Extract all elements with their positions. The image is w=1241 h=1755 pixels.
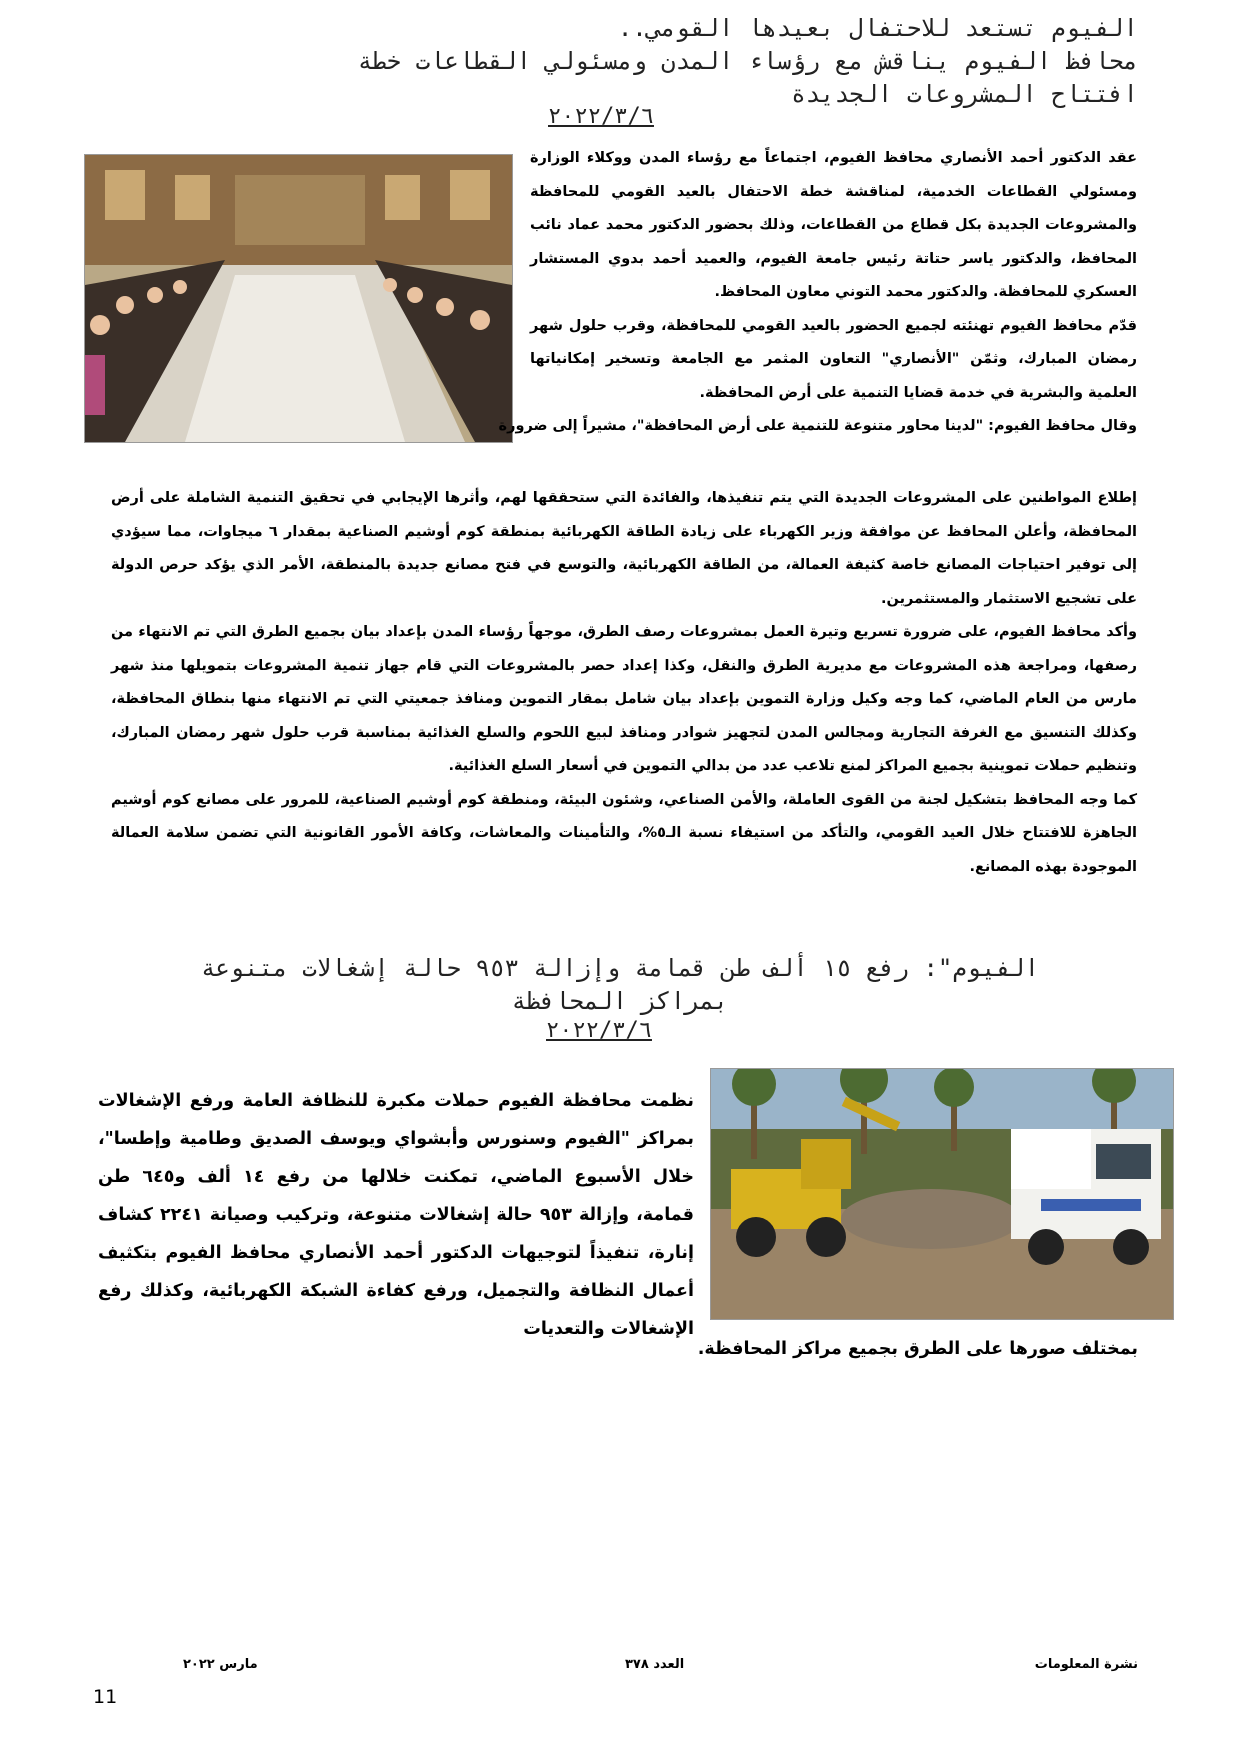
footer-publication: نشرة المعلومات: [1034, 1657, 1138, 1672]
cleanup-photo-illustration: [711, 1069, 1173, 1319]
article2-text-continued: [238, 1330, 1138, 1368]
article1-paragraph: وأكد محافظ الفيوم، على ضرورة تسريع وتيرة العمل بمشروعات رصف الطرق، موجهاً رؤساء المدن بإعداد بيان بجميع الطرق التي تم الانتهاء من رصفها، ومراجعة هذه المشروعات مع مديرية الطرق والنقل، وكذا إعداد حصر بالمشروعات التي قام جهاز تنمية المشروعات بتمويلها منذ شهر مارس من العام الماضي، كما وجه وكيل وزارة التموين بإعداد بيان شامل بمقار التموين ومنافذ جمعيتي التي تم الانتهاء منها بنطاق المحافظة، وكذلك التنسيق مع الغرفة التجارية ومجالس المدن لتجهيز شوادر ومنافذ لبيع اللحوم والسلع الغذائية بمناسبة قرب حلول شهر رمضان المبارك، وتنظيم حملات تموينية بجميع المراكز لمنع تلاعب عدد من بدالي التموين في أسعار السلع الغذائية.: [111, 624, 1137, 774]
cleanup-photo: [710, 1068, 1174, 1320]
article2-paragraph-continued: بمختلف صورها على الطرق بجميع مراكز المحافظة.: [697, 1339, 1138, 1359]
article1-text-full: [111, 482, 1137, 884]
meeting-photo-illustration: [85, 155, 512, 442]
article1-paragraph: إطلاع المواطنين على المشروعات الجديدة التي يتم تنفيذها، والفائدة التي ستحققها لهم، وأثرها الإيجابي في تحقيق التنمية الشاملة على أرض المحافظة، وأعلن المحافظ عن موافقة وزير الكهرباء على زيادة الطاقة الكهربائية بمنطقة كوم أوشيم الصناعية بمقدار ٦ ميجاوات، مما سيؤدي إلى توفير احتياجات المصانع خاصة كثيفة العمالة، من الطاقة الكهربائية، والتوسع في فتح مصانع جديدة بالمنطقة، الأمر الذي يؤكد حرص الدولة على تشجيع الاستثمار والمستثمرين.: [111, 490, 1138, 607]
meeting-photo: [84, 154, 513, 443]
article2-text: [98, 1082, 694, 1348]
article1-paragraph: قدّم محافظ الفيوم تهنئته لجميع الحضور بالعيد القومي للمحافظة، وقرب حلول شهر رمضان المبارك، وثمّن "الأنصاري" التعاون المثمر مع الجامعة وتسخير إمكانياتها العلمية والبشرية في خدمة قضايا التنمية على أرض المحافظة.: [530, 317, 1137, 401]
headline-line: بمراكز المحافظة: [511, 987, 729, 1015]
headline-line: الفيوم تستعد للاحتفال بعيدها القومي..: [617, 14, 1138, 42]
article1-text-beside-photo: [498, 142, 1137, 444]
headline-line: افتتاح المشروعات الجديدة: [791, 80, 1138, 108]
article2-paragraph: نظمت محافظة الفيوم حملات مكبرة للنظافة العامة ورفع الإشغالات بمراكز "الفيوم وسنورس وأبشواي ويوسف الصديق وطامية وإطسا"، خلال الأسبوع الماضي، تمكنت خلالها من رفع ١٤ ألف و٦٤٥ طن قمامة، وإزالة ٩٥٣ حالة إشغالات متنوعة، وتركيب وصيانة ٢٢٤١ كشاف إنارة، تنفيذاً لتوجيهات الدكتور أحمد الأنصاري محافظ الفيوم بتكثيف أعمال النظافة والتجميل، ورفع كفاءة الشبكة الكهربائية، وكذلك رفع الإشغالات والتعديات: [98, 1091, 694, 1339]
headline-line: الفيوم": رفع ١٥ ألف طن قمامة وإزالة ٩٥٣ حالة إشغالات متنوعة: [200, 954, 1040, 982]
article1-paragraph: عقد الدكتور أحمد الأنصاري محافظ الفيوم، اجتماعاً مع رؤساء المدن ووكلاء الوزارة ومسئولي القطاعات الخدمية، لمناقشة خطة الاحتفال بالعيد القومي للمحافظة والمشروعات الجديدة بكل قطاع من القطاعات، وذلك بحضور الدكتور محمد عماد نائب المحافظ، والدكتور ياسر حتاتة رئيس جامعة الفيوم، والعميد أحمد بدوي المستشار العسكري للمحافظة. والدكتور محمد التوني معاون المحافظ.: [530, 150, 1137, 300]
article1-headline: [358, 12, 1138, 111]
footer-month: مارس ٢٠٢٢: [183, 1657, 258, 1672]
footer-issue: العدد ٣٧٨: [625, 1657, 685, 1672]
article2-headline: [110, 952, 1130, 1018]
article2-date: ٢٠٢٢/٣/٦: [546, 1018, 652, 1043]
article1-date: ٢٠٢٢/٣/٦: [548, 104, 654, 129]
page-number: 11: [93, 1686, 118, 1708]
headline-line: محافظ الفيوم يناقش مع رؤساء المدن ومسئولي القطاعات خطة: [357, 47, 1138, 75]
article1-paragraph: وقال محافظ الفيوم: "لدينا محاور متنوعة للتنمية على أرض المحافظة"، مشيراً إلى ضرورة: [498, 418, 1137, 434]
article1-paragraph: كما وجه المحافظ بتشكيل لجنة من القوى العاملة، والأمن الصناعي، وشئون البيئة، ومنطقة كوم أوشيم الصناعية، للمرور على مصانع كوم أوشيم الجاهزة للافتتاح خلال العيد القومي، والتأكد من استيفاء نسبة الـ٥%، والتأمينات والمعاشات، وكافة الأمور القانونية التي تضمن سلامة العمالة الموجودة بهذه المصانع.: [111, 791, 1137, 875]
